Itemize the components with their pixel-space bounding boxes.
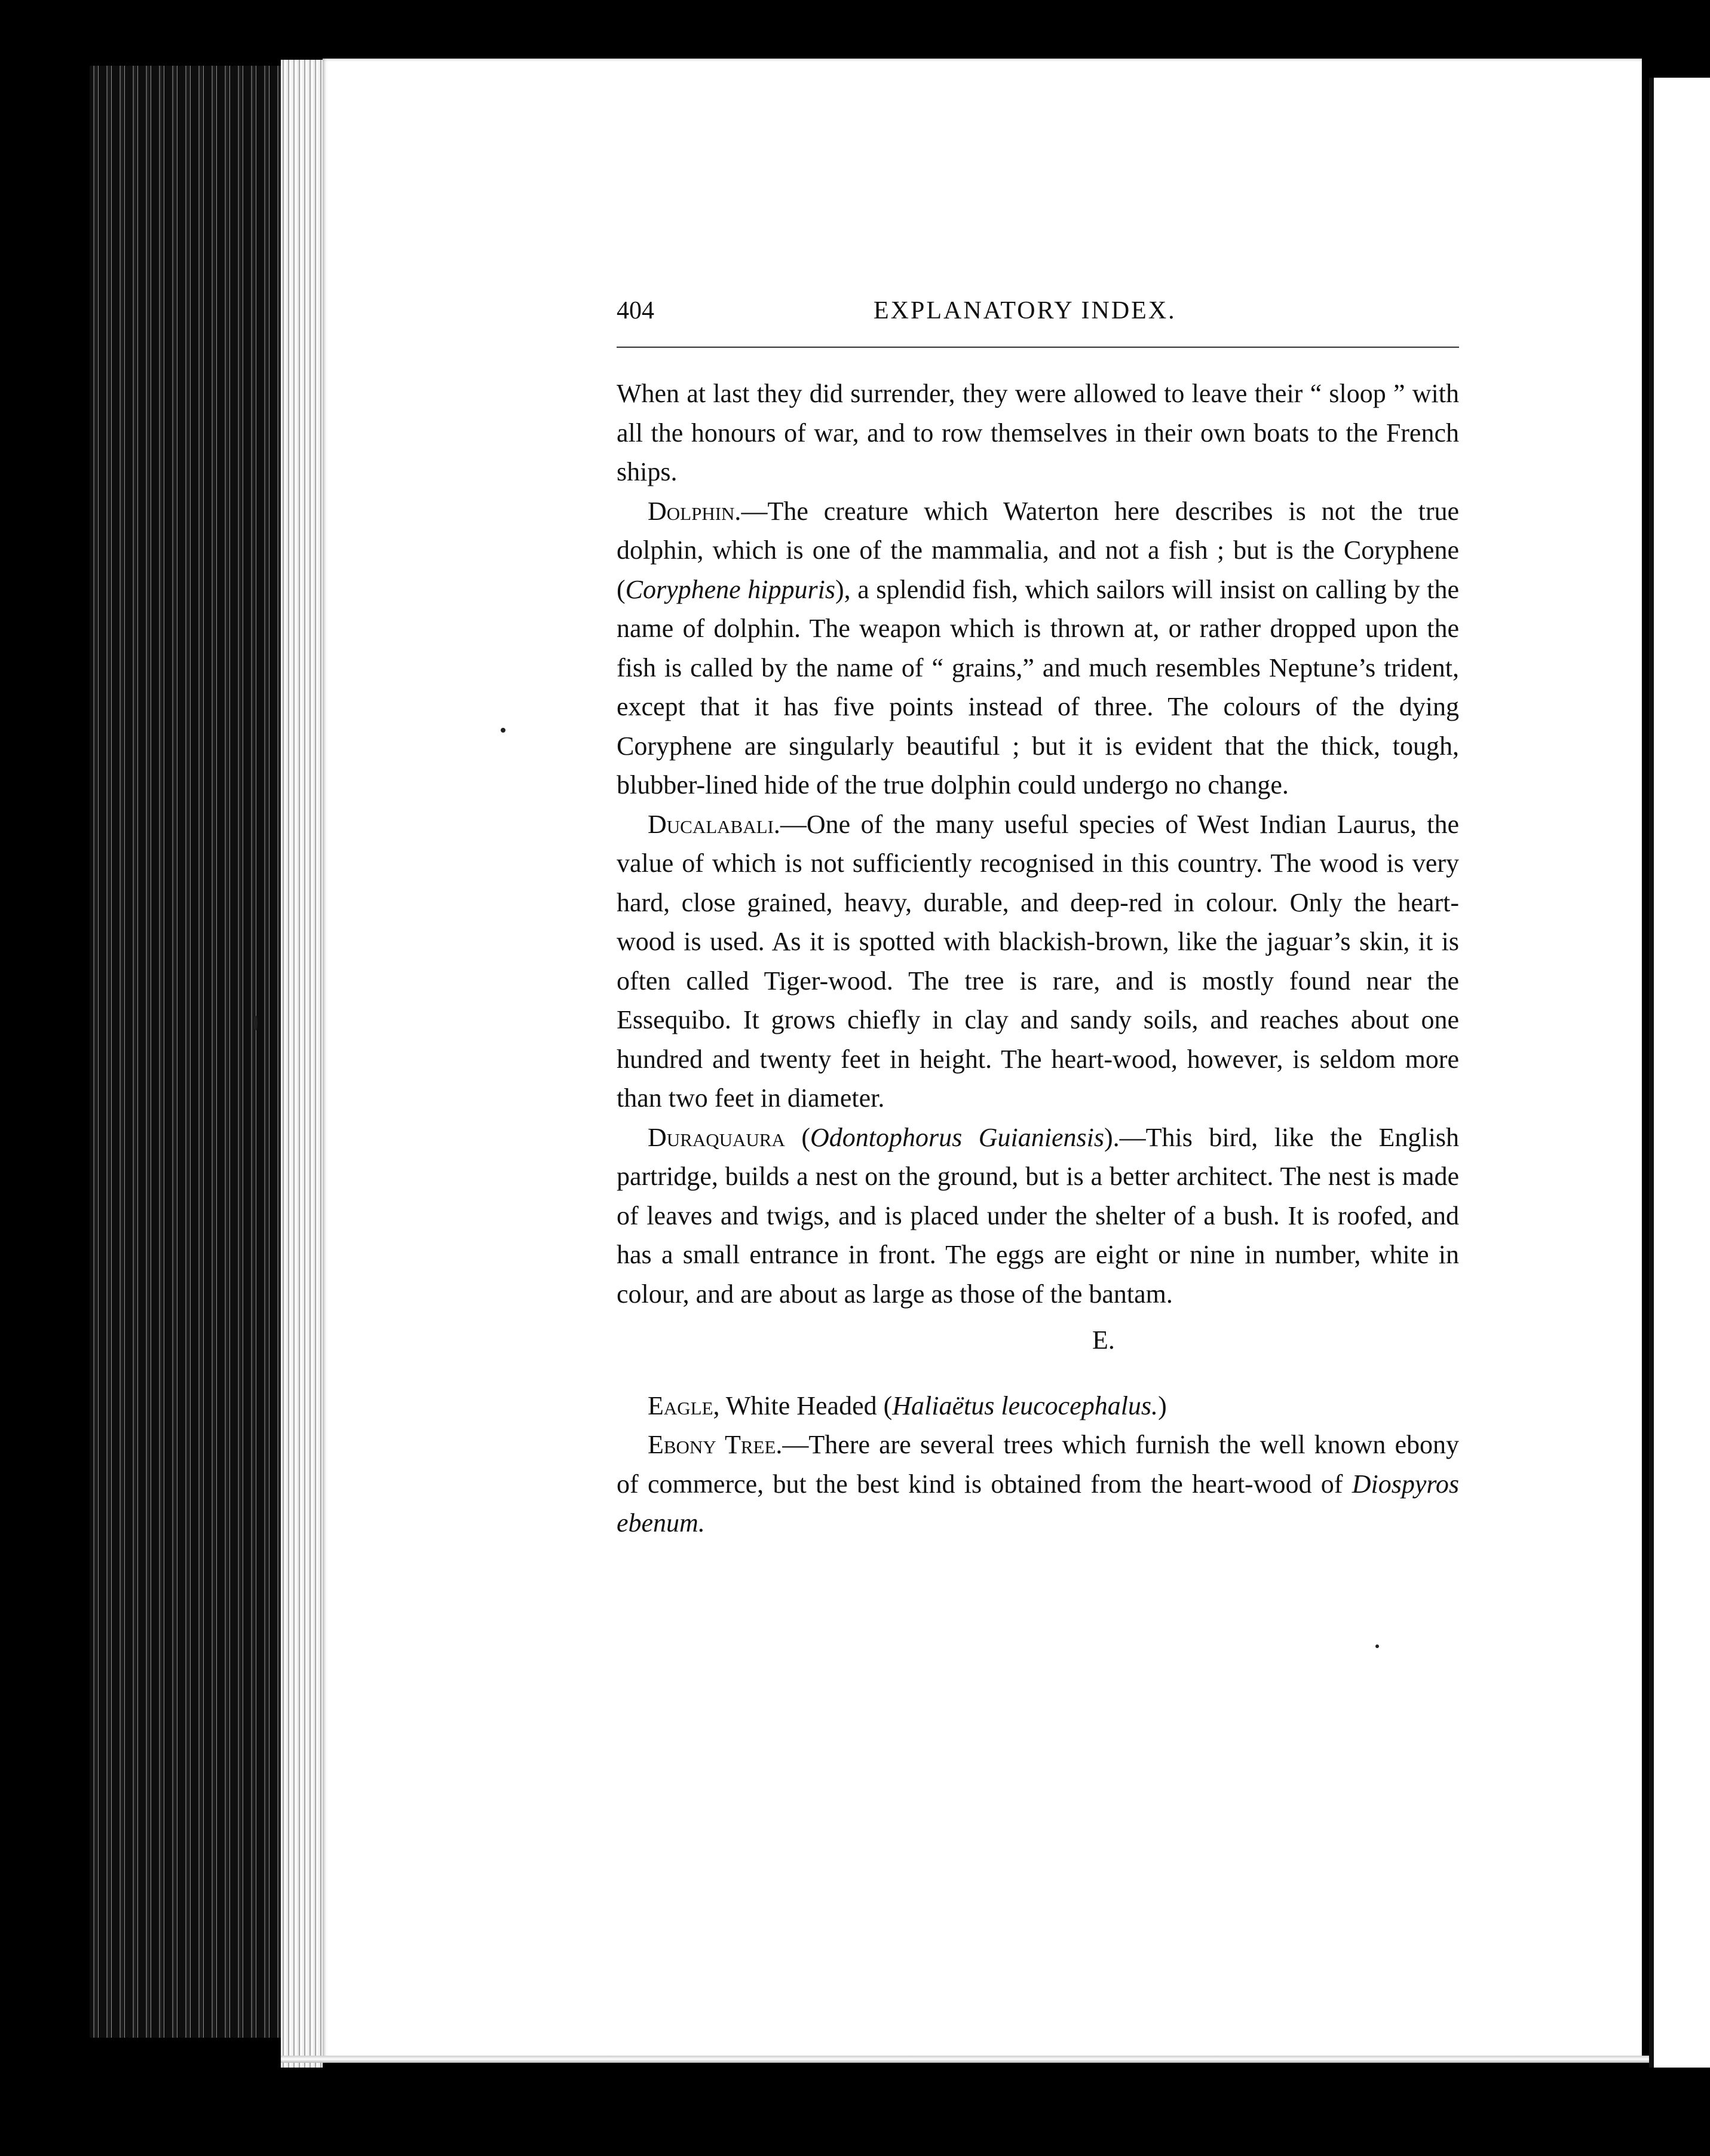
entry-text: ( [784,1122,811,1152]
entry-text: —The creature which Waterton here describes is not the true dolphin, which is one of the mammalia, and not a fish ; but is the Coryphene ( [617,496,1459,604]
paragraph-continuation [617,374,1459,492]
entry-term: Ducalabali. [648,809,780,839]
page-number: 404 [617,297,654,324]
entry-ebony-tree [617,1425,1459,1543]
page-bottom-edge [281,2056,1649,2063]
entry-term: Dolphin. [648,496,741,526]
book-edge [90,66,293,2038]
entry-text: White Headed ( [719,1391,893,1420]
facing-page-edge [1649,78,1710,2068]
entry-text: ).—This bird, like the English partridge, builds a nest on the ground, but is a better architect. The nest is made of leaves and twigs, and is placed under the shelter of a bush. It is roofed, and has a small entrance in front. The eggs are eight or nine in number, white in colour, and are about as large as those of the bantam. [617,1122,1459,1309]
entry-text: ), a splendid fish, which sailors will insist on calling by the name of dolphin. The weapon which is thrown at, or rather dropped upon the fish is called by the name of “ grains,” and much resembles Neptune’s trident, except that it has five points instead of three. The colours of the dying Coryphene are singularly beautiful ; but it is evident that the thick, tough, blubber-lined hide of the true dolphin could undergo no change. [617,574,1459,800]
entry-dolphin [617,492,1459,805]
entry-ducalabali [617,805,1459,1118]
header-rule [617,347,1459,348]
entry-term: Duraquaura [648,1122,785,1152]
entry-term: Eagle, [648,1391,720,1420]
page-stack-edge [281,60,323,2068]
entry-scientific-name: Diospyros ebenum. [617,1469,1459,1538]
entry-scientific-name: Coryphene hippuris [625,574,835,604]
paragraph-text: When at last they did surrender, they were allowed to leave their “ sloop ” with all the honours of war, and to row themselves in their own boats to the French ships. [617,379,1459,486]
section-letter: E. [1092,1325,1115,1355]
entry-scientific-name: Haliaëtus leucocephalus. [892,1391,1159,1420]
entry-text: —One of the many useful species of West Indian Laurus, the value of which is not sufficiently recognised in this country. The wood is very hard, close grained, heavy, durable, and deep-red in colour. Only the heart-wood is used. As it is spotted with blackish-brown, like the jaguar’s skin, it is often called Tiger-wood. The tree is rare, and is mostly found near the Essequibo. It grows chiefly in clay and sandy soils, and reaches about one hundred and twenty feet in height. The heart-wood, however, is seldom more than two feet in diameter. [617,809,1459,1113]
entry-text: ) [1158,1391,1167,1420]
running-title: EXPLANATORY INDEX. [874,297,1176,324]
entry-duraquaura [617,1118,1459,1314]
entry-eagle [617,1386,1459,1426]
running-header [617,296,1459,332]
entry-text: —There are several trees which furnish the well known ebony of commerce, but the best kind is obtained from the heart-wood of [617,1430,1459,1499]
entry-scientific-name: Odontophorus Guianiensis [810,1122,1104,1152]
index-body [617,374,1459,1543]
entry-term: Ebony Tree. [648,1430,783,1459]
